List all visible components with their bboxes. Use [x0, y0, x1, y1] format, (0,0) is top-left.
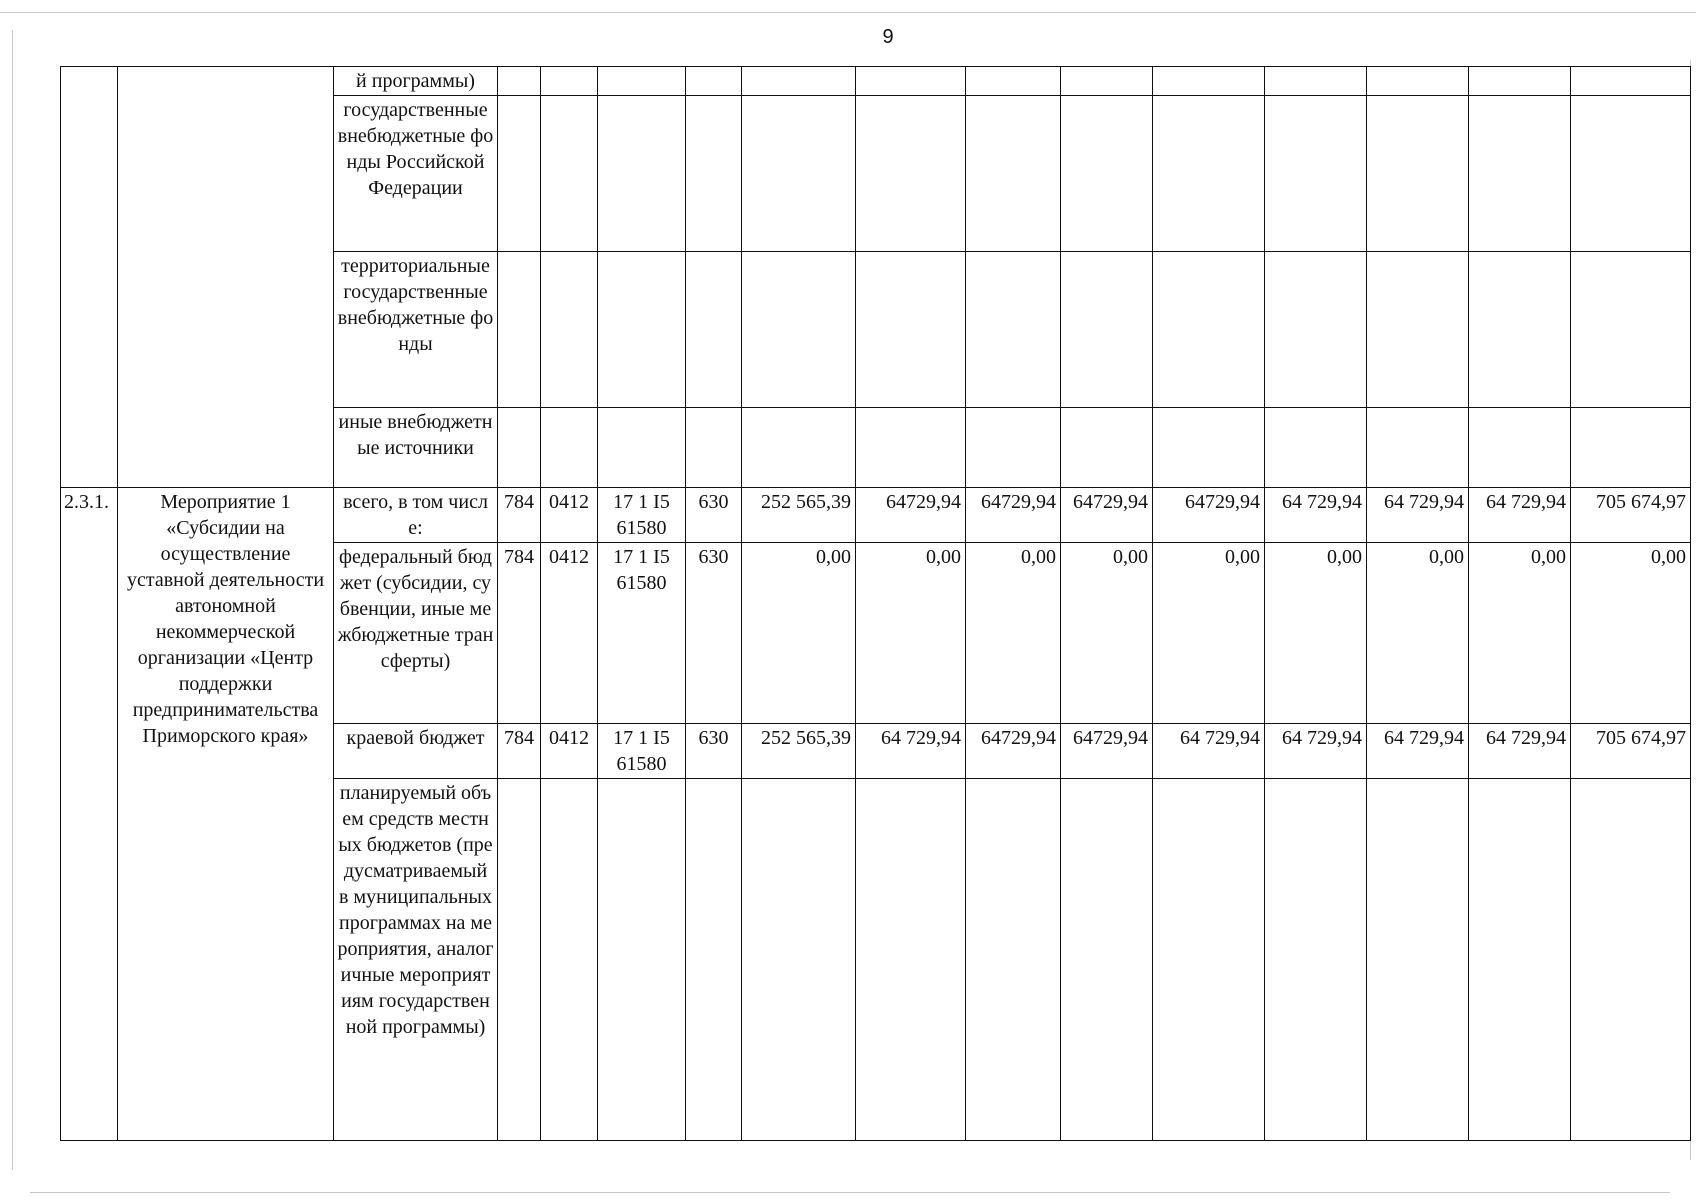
amount-cell: 64 729,94: [1469, 488, 1571, 543]
source-cell: государственные внебюджетные фонды Российской Федерации: [334, 96, 498, 252]
budget-table: [60, 66, 1691, 1141]
amount-cell: 64 729,94: [1469, 724, 1571, 779]
amount-cell: 0,00: [1367, 543, 1469, 724]
vr-code: 630: [686, 724, 742, 779]
source-cell: всего, в том числе:: [334, 488, 498, 543]
amount-cell: 0,00: [966, 543, 1061, 724]
amount-cell: 64 729,94: [1153, 724, 1265, 779]
amount-cell: 64729,94: [1061, 488, 1153, 543]
amount-cell: 64729,94: [1061, 724, 1153, 779]
page-number: 9: [882, 26, 894, 48]
amount-cell: 64729,94: [966, 488, 1061, 543]
source-cell: территориальные государственные внебюджетные фонды: [334, 252, 498, 408]
csr-code: 17 1 I5 61580: [598, 488, 686, 543]
csr-code: 17 1 I5 61580: [598, 543, 686, 724]
amount-cell: 64 729,94: [1265, 488, 1367, 543]
source-cell: й программы): [334, 67, 498, 96]
amount-cell: 64 729,94: [1367, 488, 1469, 543]
rzpr-code: 0412: [541, 543, 598, 724]
amount-cell: 64 729,94: [1265, 724, 1367, 779]
vr-code: 630: [686, 488, 742, 543]
amount-cell: 64 729,94: [1367, 724, 1469, 779]
source-cell: иные внебюджетные источники: [334, 408, 498, 488]
amount-cell: 252 565,39: [742, 724, 856, 779]
scan-edge-top: [0, 12, 1696, 13]
amount-cell: 0,00: [1153, 543, 1265, 724]
amount-total-cell: 705 674,97: [1571, 488, 1691, 543]
amount-cell: 0,00: [856, 543, 966, 724]
csr-code: 17 1 I5 61580: [598, 724, 686, 779]
source-cell: планируемый объем средств местных бюджетов (предусматриваемый в муниципальных программах на мероприятия, аналогичные мероприятиям государственной программы): [334, 779, 498, 1141]
measure-title: Мероприятие 1 «Субсидии на осуществление уставной деятельности автономной некоммерческой организации «Центр поддержки предпринимательства Приморского края»: [118, 488, 334, 1141]
grbs-code: 784: [498, 724, 541, 779]
amount-cell: 252 565,39: [742, 488, 856, 543]
amount-cell: 64729,94: [1153, 488, 1265, 543]
scan-edge-left: [12, 30, 13, 1170]
source-cell: федеральный бюджет (субсидии, субвенции, иные межбюджетные трансферты): [334, 543, 498, 724]
amount-cell: 0,00: [1061, 543, 1153, 724]
table-row: [61, 488, 1691, 543]
source-cell: краевой бюджет: [334, 724, 498, 779]
amount-cell: 64729,94: [966, 724, 1061, 779]
grbs-code: 784: [498, 488, 541, 543]
amount-cell: 0,00: [1265, 543, 1367, 724]
amount-cell: 0,00: [1469, 543, 1571, 724]
amount-cell: 0,00: [742, 543, 856, 724]
amount-cell: 64729,94: [856, 488, 966, 543]
amount-total-cell: 705 674,97: [1571, 724, 1691, 779]
name-cell-empty: [118, 67, 334, 488]
rzpr-code: 0412: [541, 724, 598, 779]
vr-code: 630: [686, 543, 742, 724]
amount-total-cell: 0,00: [1571, 543, 1691, 724]
rzpr-code: 0412: [541, 488, 598, 543]
amount-cell: 64 729,94: [856, 724, 966, 779]
table-row: [61, 67, 1691, 96]
index-cell-empty: [61, 67, 118, 488]
scan-edge-bottom: [30, 1192, 1670, 1193]
measure-index: 2.3.1.: [61, 488, 118, 1141]
grbs-code: 784: [498, 543, 541, 724]
